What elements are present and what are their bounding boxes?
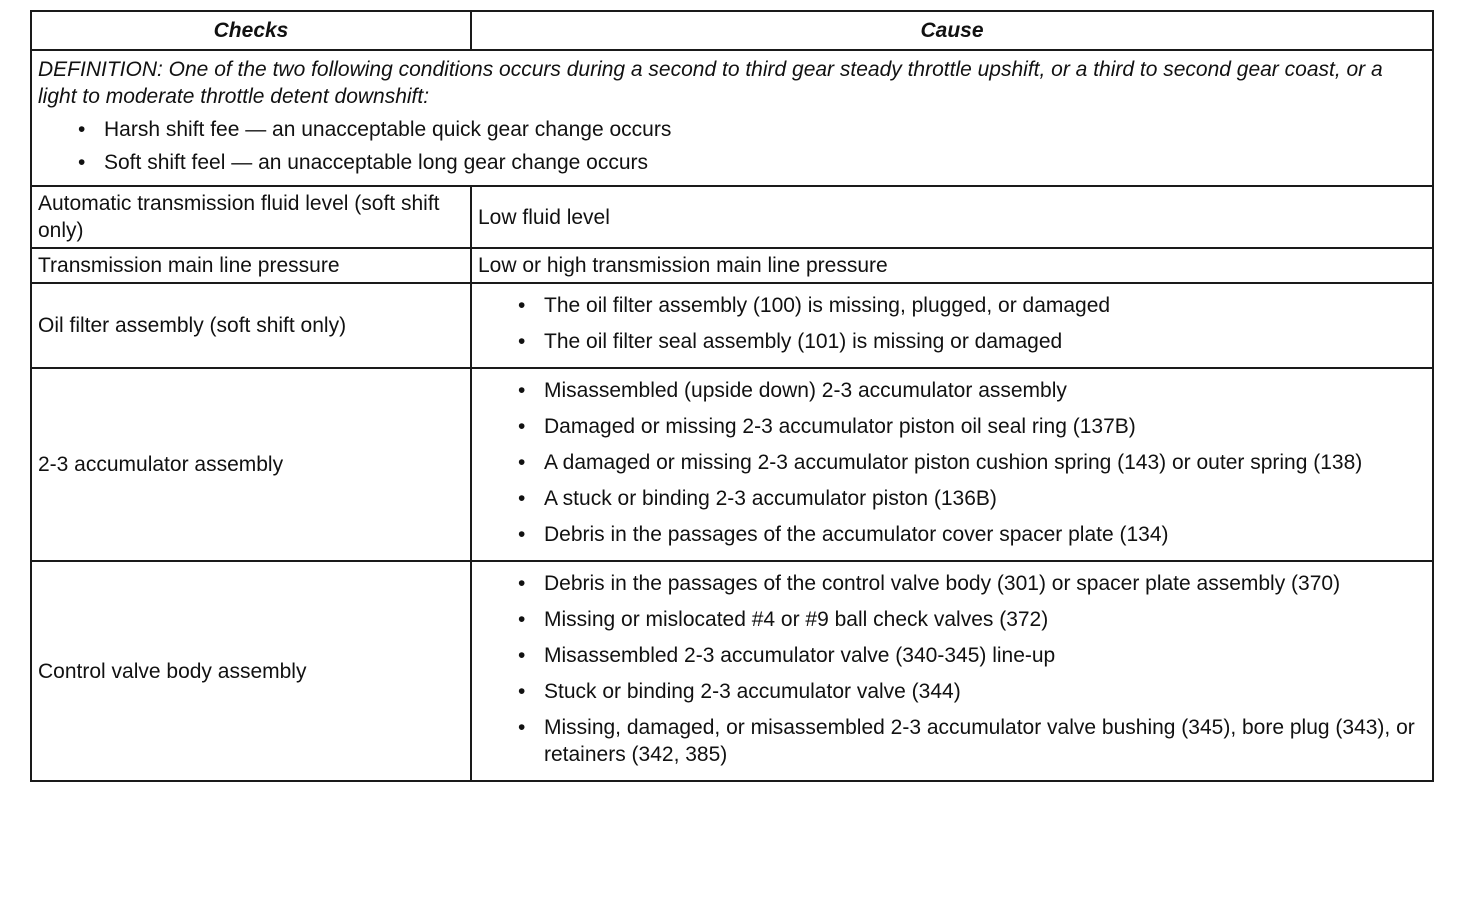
definition-cell	[31, 50, 1433, 186]
cause-item	[478, 606, 1426, 633]
diagnosis-page	[30, 10, 1432, 782]
bullet-icon: •	[518, 451, 526, 474]
cause-cell: Low or high transmission main line pressure	[471, 248, 1433, 283]
cause-cell	[471, 561, 1433, 781]
header-checks: Checks	[31, 11, 471, 50]
bullet-icon: •	[518, 330, 526, 353]
bullet-icon: •	[518, 415, 526, 438]
definition-bullet-text: Harsh shift fee — an unacceptable quick gear change occurs	[104, 118, 672, 141]
cause-text: Damaged or missing 2-3 accumulator piston oil seal ring (137B)	[544, 415, 1136, 438]
bullet-icon: •	[518, 680, 526, 703]
cause-item	[478, 328, 1426, 355]
check-cell: Oil filter assembly (soft shift only)	[31, 283, 471, 368]
table-row	[31, 248, 1433, 283]
header-cause: Cause	[471, 11, 1433, 50]
cause-item	[478, 377, 1426, 404]
check-cell: Transmission main line pressure	[31, 248, 471, 283]
cause-cell: Low fluid level	[471, 186, 1433, 248]
cause-text: Misassembled 2-3 accumulator valve (340-345) line-up	[544, 644, 1056, 667]
definition-bullet-text: Soft shift feel — an unacceptable long gear change occurs	[104, 151, 649, 174]
definition-row	[31, 50, 1433, 186]
table-row	[31, 283, 1433, 368]
cause-item	[478, 449, 1426, 476]
check-cell: 2-3 accumulator assembly	[31, 368, 471, 561]
cause-item	[478, 292, 1426, 319]
definition-bullets	[38, 116, 1426, 176]
cause-item	[478, 521, 1426, 548]
cause-cell	[471, 283, 1433, 368]
cause-item	[478, 678, 1426, 705]
check-cell: Control valve body assembly	[31, 561, 471, 781]
cause-item	[478, 570, 1426, 597]
bullet-icon: •	[518, 294, 526, 317]
definition-bullet	[38, 116, 1426, 143]
cause-item	[478, 642, 1426, 669]
header-row	[31, 11, 1433, 50]
cause-text: Misassembled (upside down) 2-3 accumulator assembly	[544, 379, 1067, 402]
bullet-icon: •	[518, 716, 526, 739]
bullet-icon: •	[78, 118, 86, 141]
cause-item	[478, 413, 1426, 440]
bullet-icon: •	[518, 523, 526, 546]
bullet-icon: •	[78, 151, 86, 174]
cause-text: Missing, damaged, or misassembled 2-3 accumulator valve bushing (345), bore plug (343), or retainers (342, 385)	[544, 716, 1415, 766]
table-row	[31, 186, 1433, 248]
cause-text: The oil filter assembly (100) is missing, plugged, or damaged	[544, 294, 1111, 317]
cause-text: Debris in the passages of the accumulator cover spacer plate (134)	[544, 523, 1169, 546]
cause-text: Missing or mislocated #4 or #9 ball check valves (372)	[544, 608, 1049, 631]
cause-text: Stuck or binding 2-3 accumulator valve (344)	[544, 680, 961, 703]
cause-item	[478, 485, 1426, 512]
cause-item	[478, 714, 1426, 768]
cause-text: Debris in the passages of the control valve body (301) or spacer plate assembly (370)	[544, 572, 1341, 595]
bullet-icon: •	[518, 487, 526, 510]
bullet-icon: •	[518, 572, 526, 595]
cause-list	[478, 377, 1426, 548]
cause-cell	[471, 368, 1433, 561]
bullet-icon: •	[518, 644, 526, 667]
definition-text: DEFINITION: One of the two following conditions occurs during a second to third gear steady throttle upshift, or a third to second gear coast, or a light to moderate throttle detent downshift:	[38, 58, 1383, 108]
bullet-icon: •	[518, 608, 526, 631]
table-row	[31, 561, 1433, 781]
cause-text: A stuck or binding 2-3 accumulator piston (136B)	[544, 487, 997, 510]
cause-list	[478, 292, 1426, 355]
table-row	[31, 368, 1433, 561]
definition-bullet	[38, 149, 1426, 176]
cause-text: The oil filter seal assembly (101) is missing or damaged	[544, 330, 1063, 353]
cause-list	[478, 570, 1426, 768]
diagnosis-table	[30, 10, 1434, 782]
check-cell: Automatic transmission fluid level (soft shift only)	[31, 186, 471, 248]
bullet-icon: •	[518, 379, 526, 402]
cause-text: A damaged or missing 2-3 accumulator piston cushion spring (143) or outer spring (138)	[544, 451, 1363, 474]
